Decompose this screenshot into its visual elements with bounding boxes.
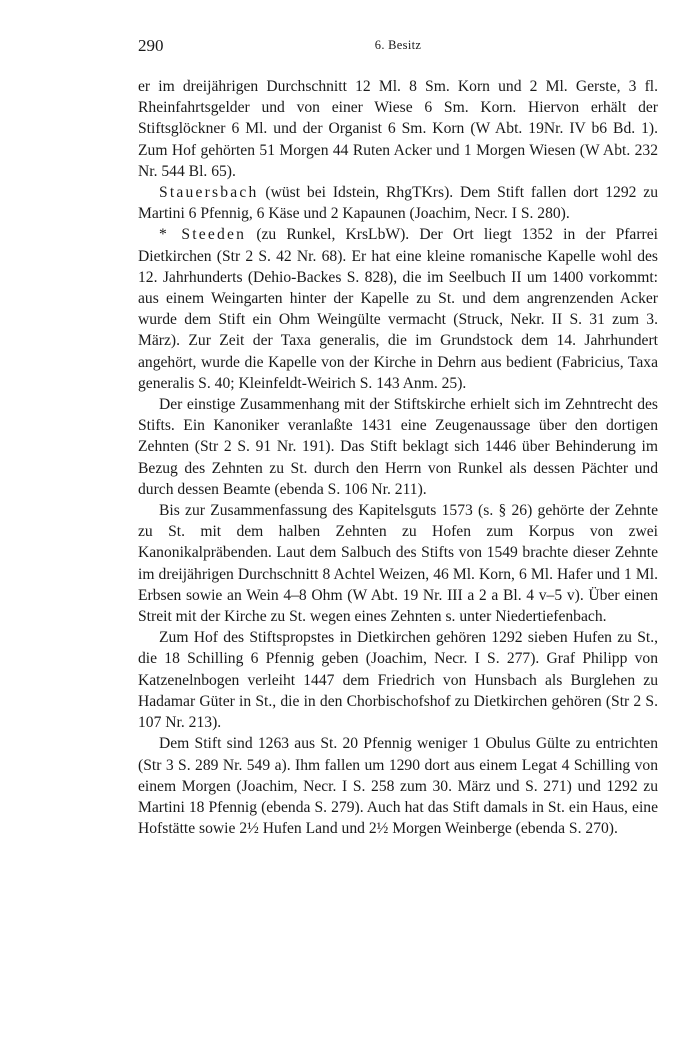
paragraph-text: Bis zur Zusammenfassung des Kapitelsguts 1573 (s. § 26) gehörte der Zehnte zu St. mit dem halben Zehnten zu Hofen zum Korpus von zwei Kanonikalpräbenden. Laut dem Salbuch des Stifts von 1549 brachte dieser Zehnte im dreijährigen Durchschnitt 8 Achtel Weizen, 46 Ml. Korn, 6 Ml. Hafer und 1 Ml. Erbsen sowie an Wein 4–8 Ohm (W Abt. 19 Nr. III a 2 a Bl. 4 v–5 v). Über einen Streit mit der Kirche zu St. wegen eines Zehnten s. unter Niedertiefenbach. bbox=[138, 502, 658, 626]
paragraph-text: Der einstige Zusammenhang mit der Stiftskirche erhielt sich im Zehntrecht des Stifts. Ein Kanoniker veranlaßte 1431 eine Zeugenaussage über den dortigen Zehnten (Str 2 S. 91 Nr. 191). Das Stift beklagt sich 1446 über Behinderung im Bezug des Zehnten zu St. durch den Herrn von Runkel als dessen Pächter und durch dessen Beamte (ebenda S. 106 Nr. 211). bbox=[138, 396, 658, 498]
paragraph-text: er im dreijährigen Durchschnitt 12 Ml. 8 Sm. Korn und 2 Ml. Gerste, 3 fl. Rheinfahrtsgelder und von einer Wiese 6 Sm. Korn. Hiervon erhält der Stiftsglöckner 6 Ml. und der Organist 6 Sm. Korn (W Abt. 19Nr. IV b6 Bd. 1). Zum Hof gehörten 51 Morgen 44 Ruten Acker und 1 Morgen Wiesen (W Abt. 232 Nr. 544 Bl. 65). bbox=[138, 78, 658, 180]
paragraph bbox=[138, 394, 658, 500]
paragraph-stauersbach bbox=[138, 182, 658, 224]
paragraph-text: Dem Stift sind 1263 aus St. 20 Pfennig weniger 1 Obulus Gülte zu entrichten (Str 3 S. 289 Nr. 549 a). Ihm fallen um 1290 dort aus einem Legat 4 Schilling von einem Morgen (Joachim, Necr. I S. 258 zum 30. März und S. 271) und 1292 zu Martini 18 Pfennig (ebenda S. 279). Auch hat das Stift damals in St. ein Haus, eine Hofstätte sowie 2½ Hufen Land und 2½ Morgen Weinberge (ebenda S. 270). bbox=[138, 735, 658, 838]
paragraph-steeden bbox=[138, 224, 658, 394]
place-name: Stauersbach bbox=[159, 184, 259, 202]
paragraph-text: Zum Hof des Stiftspropstes in Dietkirchen gehören 1292 sieben Hufen zu St., die 18 Schilling 6 Pfennig geben (Joachim, Necr. I S. 277). Graf Philipp von Katzenelnbogen verleiht 1447 dem Friedrich von Hunsbach als Burglehen zu Hadamar Güter in St., die in den Chorbischofshof zu Dietkirchen gehören (Str 2 S. 107 Nr. 213). bbox=[138, 629, 658, 732]
paragraph bbox=[138, 500, 658, 627]
place-name: * Steeden bbox=[159, 226, 247, 244]
running-head: 6. Besitz bbox=[374, 38, 422, 52]
body-text bbox=[138, 76, 658, 839]
paragraph bbox=[138, 627, 658, 733]
page-header bbox=[138, 36, 658, 58]
paragraph-text: (wüst bei Idstein, RhgTKrs). Dem Stift fallen dort 1292 zu Martini 6 Pfennig, 6 Käse und 2 Kapaunen (Joachim, Necr. I S. 280). bbox=[138, 184, 658, 223]
paragraph-continued bbox=[138, 76, 658, 182]
paragraph-text: (zu Runkel, KrsLbW). Der Ort liegt 1352 in der Pfarrei Dietkirchen (Str 2 S. 42 Nr. 68). Er hat eine kleine romanische Kapelle wohl des 12. Jahrhunderts (Dehio-Backes S. 828), die im Seelbuch II um 1400 vorkommt: aus einem Weingarten hinter der Kapelle zu St. und dem angrenzenden Acker wurde dem Stift ein Ohm Weingülte vermacht (Struck, Nekr. II S. 31 zum 3. März). Zur Zeit der Taxa generalis, die im Grundstock dem 14. Jahrhundert angehört, wurde die Kapelle von der Kirche in Dehrn aus bedient (Fabricius, Taxa generalis S. 40; Kleinfeldt-Weirich S. 143 Anm. 25). bbox=[138, 226, 658, 392]
page-number: 290 bbox=[138, 36, 164, 55]
paragraph bbox=[138, 733, 658, 839]
